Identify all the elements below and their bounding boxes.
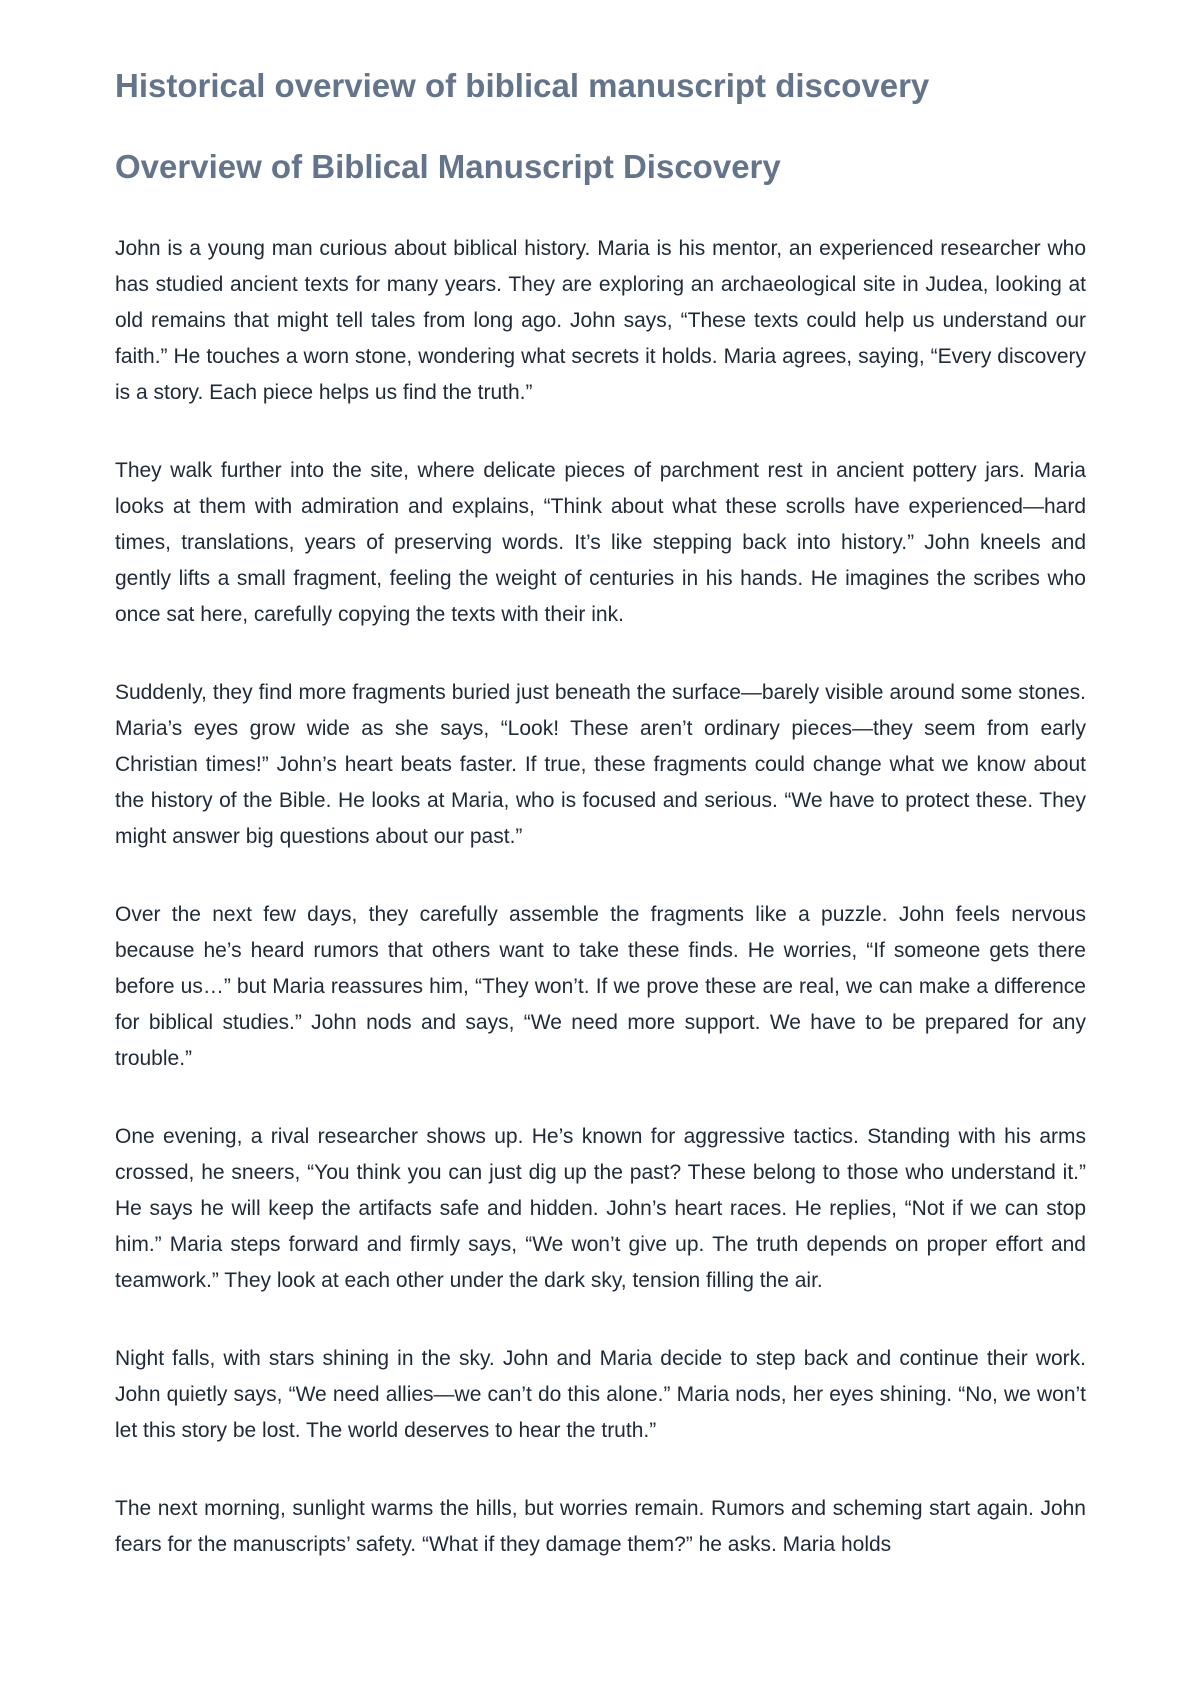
paragraph-7: The next morning, sunlight warms the hills, but worries remain. Rumors and scheming start again. John fears for the manuscripts’ safety. “What if they damage them?” he asks. Maria holds xyxy=(115,1497,1086,1556)
document-title: Historical overview of biblical manuscript discovery xyxy=(115,67,930,104)
document-subtitle: Overview of Biblical Manuscript Discovery xyxy=(115,148,781,185)
paragraph-1: John is a young man curious about biblical history. Maria is his mentor, an experienced researcher who has studied ancient texts for many years. They are exploring an archaeological site in Judea, looking at old remains that might tell tales from long ago. John says, “These texts could help us understand our faith.” He touches a worn stone, wondering what secrets it holds. Maria agrees, saying, “Every discovery is a story. Each piece helps us find the truth.” xyxy=(115,237,1086,404)
paragraph-3: Suddenly, they find more fragments buried just beneath the surface—barely visible around some stones. Maria’s eyes grow wide as she says, “Look! These aren’t ordinary pieces—they seem from early Christian times!” John’s heart beats faster. If true, these fragments could change what we know about the history of the Bible. He looks at Maria, who is focused and serious. “We have to protect these. They might answer big questions about our past.” xyxy=(115,681,1086,848)
paragraph-4: Over the next few days, they carefully assemble the fragments like a puzzle. John feels nervous because he’s heard rumors that others want to take these finds. He worries, “If someone gets there before us…” but Maria reassures him, “They won’t. If we prove these are real, we can make a difference for biblical studies.” John nods and says, “We need more support. We have to be prepared for any trouble.” xyxy=(115,903,1086,1070)
paragraph-6: Night falls, with stars shining in the sky. John and Maria decide to step back and continue their work. John quietly says, “We need allies—we can’t do this alone.” Maria nods, her eyes shining. “No, we won’t let this story be lost. The world deserves to hear the truth.” xyxy=(115,1347,1086,1442)
paragraph-2: They walk further into the site, where delicate pieces of parchment rest in ancient pottery jars. Maria looks at them with admiration and explains, “Think about what these scrolls have experienced—hard times, translations, years of preserving words. It’s like stepping back into history.” John kneels and gently lifts a small fragment, feeling the weight of centuries in his hands. He imagines the scribes who once sat here, carefully copying the texts with their ink. xyxy=(115,459,1086,626)
paragraph-5: One evening, a rival researcher shows up. He’s known for aggressive tactics. Standing with his arms crossed, he sneers, “You think you can just dig up the past? These belong to those who understand it.” He says he will keep the artifacts safe and hidden. John’s heart races. He replies, “Not if we can stop him.” Maria steps forward and firmly says, “We won’t give up. The truth depends on proper effort and teamwork.” They look at each other under the dark sky, tension filling the air. xyxy=(115,1125,1086,1292)
document-body xyxy=(115,231,1086,1605)
